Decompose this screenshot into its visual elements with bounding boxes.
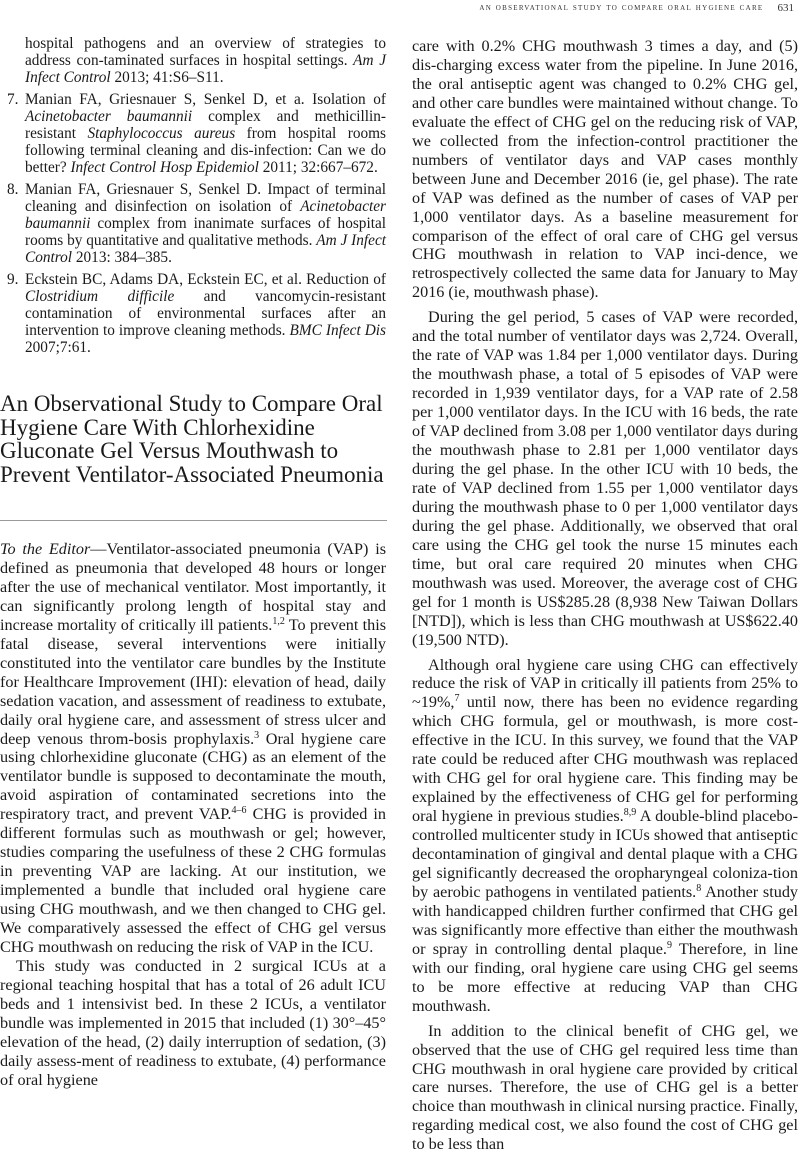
reference-item-7: 7. Manian FA, Griesnauer S, Senkel D, et a. Isolation of Acinetobacter baumannii complex and methicillin-resistant Staphylococcus aureus from hospital rooms following terminal cleaning and dis-infection: Can we do better? Infect Control Hosp Epidemiol 2011; 32:667–672. xyxy=(7,90,387,177)
journal-name: Infect Control Hosp Epidemiol xyxy=(70,159,259,177)
page-number: 631 xyxy=(777,2,794,14)
body-paragraph-3: During the gel period, 5 cases of VAP were recorded, and the total number of ventilator days was 2,724. Overall, the rate of VAP was 1.84 per 1,000 ventilator days. During the mouthwash phase, a total of 5 episodes of VAP were recorded in 1,939 ventilator days, for a VAP rate of 2.58 per 1,000 ventilator days. In the ICU with 16 beds, the rate of VAP declined from 3.08 per 1,000 ventilator days during the mouthwash phase to 2.81 per 1,000 ventilator days during the gel phase. In the other ICU with 10 beds, the rate of VAP declined from 1.55 per 1,000 ventilator days during the mouthwash phase to 0 per 1,000 ventilator days during the gel phase. Additionally, we observed that oral care using the CHG gel took the nurse 15 minutes each time, but oral care required 20 minutes when CHG mouthwash was used. Moreover, the average cost of CHG gel for 1 month is US$285.28 (8,938 New Taiwan Dollars [NTD]), which is less than CHG mouthwash at US$622.40 (19,500 NTD). xyxy=(412,308,798,649)
body-paragraph-4: Although oral hygiene care using CHG can effectively reduce the risk of VAP in critically ill patients from 25% to ~19%,$^7$ until now, there has been no evidence regarding which CHG formula, gel or mouthwash, is more cost-effective in the ICU. In this survey, we found that the VAP rate could be reduced after CHG mouthwash was replaced with CHG gel for oral hygiene care. This finding may be explained by the effectiveness of CHG gel for performing oral hygiene in previous studies.$^{8,9}$ A double-blind placebo-controlled multicenter study in ICUs showed that antiseptic decontamination of gingival and dental plaque with a CHG gel significantly decreased the oropharyngeal coloniza-tion by aerobic pathogens in ventilated patients.$^8$ Another study with handicapped children further confirmed that CHG gel was significantly more effective than either the mouthwash or spray in controlling dental plaque.$^9$ Therefore, in line with our finding, oral hygiene care using CHG gel seems to be more effective at reducing VAP than CHG mouthwash. xyxy=(412,655,799,1015)
running-head-title: an observational study to compare oral hygiene care xyxy=(479,3,764,13)
journal-name: Am J Infect Control xyxy=(25,52,386,87)
reference-list xyxy=(0,35,386,361)
body-paragraph-2: This study was conducted in 2 surgical ICUs at a regional teaching hospital that has a total of 26 adult ICU beds and 1 intensivist bed. In these 2 ICUs, a ventilator bundle was implemented in 2015 that included (1) 30°–45° elevation of the head, (2) daily interruption of sedation, (3) daily assess-ment of readiness to extubate, (4) performance of oral hygiene xyxy=(0,956,386,1089)
body-paragraph-5: In addition to the clinical benefit of CHG gel, we observed that the use of CHG gel required less time than CHG mouthwash in oral hygiene care provided by critical care nurses. Therefore, the use of CHG gel is a better choice than mouthwash in clinical nursing practice. Finally, regarding medical cost, we also found the cost of CHG gel to be less than xyxy=(412,1021,798,1154)
citation: 7 xyxy=(454,693,460,705)
citation: 4–6 xyxy=(231,805,247,817)
reference-number: 7. xyxy=(7,90,19,108)
article-title: An Observational Study to Compare Oral Hygiene Care With Chlorhexidine Gluconate Gel Versus Mouthwash to Prevent Ventilator-Associated Pneumonia xyxy=(0,391,384,487)
journal-name: Am J Infect Control xyxy=(25,232,386,267)
article-body-left-column xyxy=(0,540,386,1090)
citation: 9 xyxy=(666,939,672,951)
reference-item-8: 8. Manian FA, Griesnauer S, Senkel D. Impact of terminal cleaning and disinfection on isolation of Acinetobacter baumannii complex from inanimate surfaces of hospital rooms by quantitative and qualitative methods. Am J Infect Control 2013: 384–385. xyxy=(7,180,386,267)
citation: 3 xyxy=(254,729,260,741)
running-head xyxy=(410,0,800,16)
citation: 8 xyxy=(696,882,702,894)
body-paragraph-2-continued: care with 0.2% CHG mouthwash 3 times a day, and (5) dis-charging excess water from the pipeline. In June 2016, the oral antiseptic agent was changed to 0.2% CHG gel, and other care bundles were maintained without change. To evaluate the effect of CHG gel on the reducing risk of VAP, we collected from the infection-control practitioner the numbers of ventilator days and VAP cases monthly between June and December 2016 (ie, gel phase). The rate of VAP was defined as the number of cases of VAP per 1,000 ventilator days. As a baseline measurement for comparison of the effect of oral care of CHG gel versus CHG mouthwash in relation to VAP inci-dence, we retrospectively collected the same data for January to May 2016 (ie, mouthwash phase). xyxy=(412,37,798,302)
reference-item-9: 9. Eckstein BC, Adams DA, Eckstein EC, et al. Reduction of Clostridium difficile and vancomycin-resistant contamination of environmental surfaces after an intervention to improve cleaning methods. BMC Infect Dis 2007;7:61. xyxy=(7,270,386,357)
citation: 8,9 xyxy=(623,807,637,819)
citation: 1,2 xyxy=(272,615,285,627)
journal-name: BMC Infect Dis xyxy=(289,322,386,340)
reference-item-6-continued: hospital pathogens and an overview of strategies to address con-taminated surfaces in hospital settings. Am J Infect Control 2013; 41:S6–S11. xyxy=(25,35,386,87)
salutation: To the Editor xyxy=(0,540,91,558)
reference-number: 9. xyxy=(7,270,19,288)
article-body-right-column xyxy=(412,37,798,1154)
reference-number: 8. xyxy=(7,180,19,198)
body-paragraph-1: To the Editor—Ventilator-associated pneumonia (VAP) is defined as pneumonia that developed 48 hours or longer after the use of mechanical ventilator. Most importantly, it can significantly prolong length of hospital stay and increase mortality of critically ill patients.$^{1,2}$ To prevent this fatal disease, several interventions were initially constituted into the ventilator care bundles by the Institute for Healthcare Improvement (IHI): elevation of head, daily sedation vacation, and assessment of readiness to extubate, daily oral hygiene care, and assessment of stress ulcer and deep venous throm-bosis prophylaxis.$^3$ Oral hygiene care using chlorhexidine gluconate (CHG) as an element of the ventilator bundle is supposed to decontaminate the mouth, avoid aspiration of contaminated secretions into the respiratory tract, and prevent VAP.$^{4-6}$ CHG is provided in different formulas such as mouthwash or gel; however, studies comparing the usefulness of these 2 CHG formulas in preventing VAP are lacking. At our institution, we implemented a bundle that included oral hygiene care using CHG mouthwash, and we then changed to CHG gel. We comparatively assessed the effect of CHG gel versus CHG mouthwash on reducing the risk of VAP in the ICU. xyxy=(0,540,386,957)
title-divider xyxy=(0,520,387,521)
